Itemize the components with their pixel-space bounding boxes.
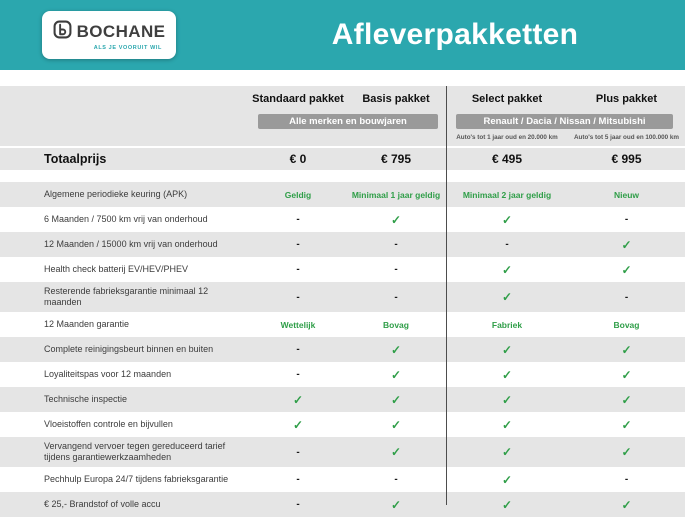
brand-name: BOCHANE — [76, 21, 166, 41]
feature-label: Health check batterij EV/HEV/PHEV — [44, 264, 189, 274]
check-icon: ✓ — [621, 445, 632, 459]
feature-label: € 25,- Brandstof of volle accu — [44, 499, 161, 509]
check-icon: ✓ — [621, 367, 632, 382]
dash-mark: - — [296, 499, 300, 510]
column-headers-row — [0, 93, 685, 111]
dash-mark: - — [624, 291, 629, 303]
feature-row — [0, 387, 685, 412]
column-header-standaard: Standaard pakket — [252, 93, 344, 105]
check-icon: ✓ — [621, 417, 632, 432]
feature-row — [0, 207, 685, 232]
check-icon: ✓ — [292, 392, 304, 407]
feature-value: Bovag — [613, 319, 640, 330]
check-icon: ✓ — [501, 367, 513, 382]
feature-label: 12 Maanden garantie — [44, 319, 130, 329]
column-group-divider — [446, 86, 447, 505]
check-icon: ✓ — [501, 342, 513, 357]
feature-row — [0, 412, 685, 437]
feature-row — [0, 437, 685, 467]
feature-label: Vervangend vervoer tegen gereduceerd tarief tijdens garantiewerkzaamheden — [44, 441, 226, 462]
check-icon: ✓ — [390, 342, 402, 357]
check-icon: ✓ — [390, 497, 402, 512]
check-icon: ✓ — [292, 417, 304, 432]
check-icon: ✓ — [501, 262, 513, 277]
feature-row — [0, 232, 685, 257]
brand-logo — [42, 11, 176, 59]
badge-alle-merken: Alle merken en bouwjaren — [258, 114, 438, 129]
dash-mark: - — [296, 291, 300, 303]
feature-label: Technische inspectie — [44, 394, 128, 404]
caption-plus: Auto's tot 5 jaar oud en 100.000 km — [573, 133, 680, 141]
dash-mark: - — [505, 239, 509, 250]
check-icon: ✓ — [390, 212, 402, 227]
dash-mark: - — [394, 239, 398, 250]
check-icon: ✓ — [501, 392, 513, 407]
feature-label: Loyaliteitspas voor 12 maanden — [44, 369, 172, 379]
feature-label: Complete reinigingsbeurt binnen en buiten — [44, 344, 214, 354]
feature-label: 12 Maanden / 15000 km vrij van onderhoud — [44, 239, 218, 249]
check-icon: ✓ — [621, 497, 632, 512]
feature-row — [0, 467, 685, 492]
price-standaard: € 0 — [289, 152, 307, 166]
price-row-label: Totaalprijs — [44, 152, 107, 166]
check-icon: ✓ — [621, 262, 632, 277]
price-select: € 495 — [491, 152, 523, 166]
dash-mark: - — [394, 264, 398, 275]
feature-row — [0, 182, 685, 207]
dash-mark: - — [624, 214, 629, 225]
column-header-plus: Plus pakket — [595, 93, 658, 105]
feature-value: Fabriek — [491, 319, 523, 330]
check-icon: ✓ — [621, 342, 632, 357]
feature-row — [0, 312, 685, 337]
check-icon: ✓ — [621, 237, 632, 252]
feature-value: Minimaal 2 jaar geldig — [462, 189, 552, 200]
dash-mark: - — [296, 344, 300, 355]
check-icon: ✓ — [390, 417, 402, 432]
dash-mark: - — [394, 474, 398, 485]
feature-rows — [0, 182, 685, 517]
group-badges-row — [0, 114, 685, 129]
check-icon: ✓ — [390, 445, 402, 459]
column-header-select: Select pakket — [471, 93, 543, 105]
badge-merken-select-plus: Renault / Dacia / Nissan / Mitsubishi — [456, 114, 673, 129]
feature-label: Resterende fabrieksgarantie minimaal 12 maanden — [44, 286, 209, 307]
caption-select: Auto's tot 1 jaar oud en 20.000 km — [456, 133, 558, 141]
feature-row — [0, 257, 685, 282]
feature-row — [0, 337, 685, 362]
dash-mark: - — [296, 369, 300, 380]
check-icon: ✓ — [501, 445, 513, 459]
rows-spacer — [0, 170, 685, 182]
feature-value: Geldig — [284, 189, 312, 200]
table-header-band — [0, 86, 685, 170]
price-row — [0, 146, 685, 170]
header-gap — [0, 70, 685, 86]
dash-mark: - — [394, 291, 398, 303]
check-icon: ✓ — [501, 472, 513, 487]
feature-value: Minimaal 1 jaar geldig — [351, 189, 441, 200]
feature-label: Algemene periodieke keuring (APK) — [44, 189, 188, 199]
captions-row — [0, 131, 685, 143]
check-icon: ✓ — [501, 497, 513, 512]
top-banner — [0, 0, 685, 70]
brand-logo-row — [53, 20, 166, 44]
dash-mark: - — [296, 264, 300, 275]
feature-row — [0, 362, 685, 387]
feature-label: Vloeistoffen controle en bijvullen — [44, 419, 173, 429]
brand-tagline: ALS JE VOORUIT WIL — [93, 44, 162, 51]
dash-mark: - — [624, 474, 629, 485]
check-icon: ✓ — [390, 367, 402, 382]
check-icon: ✓ — [501, 212, 513, 227]
feature-value: Wettelijk — [280, 319, 316, 330]
feature-row — [0, 492, 685, 517]
check-icon: ✓ — [621, 392, 632, 407]
dash-mark: - — [296, 474, 300, 485]
feature-row — [0, 282, 685, 312]
check-icon: ✓ — [501, 417, 513, 432]
dash-mark: - — [296, 214, 300, 225]
price-basis: € 795 — [380, 152, 412, 166]
packages-table — [0, 86, 685, 512]
feature-value: Nieuw — [613, 189, 640, 200]
page-title: Afleverpakketten — [331, 18, 579, 51]
check-icon: ✓ — [390, 392, 402, 407]
check-icon: ✓ — [501, 290, 513, 304]
feature-value: Bovag — [383, 319, 409, 330]
column-header-basis: Basis pakket — [362, 93, 430, 105]
price-plus: € 995 — [611, 152, 642, 166]
dash-mark: - — [296, 239, 300, 250]
feature-label: 6 Maanden / 7500 km vrij van onderhoud — [44, 214, 208, 224]
bochane-logo-icon — [53, 20, 72, 44]
feature-label: Pechhulp Europa 24/7 tijdens fabrieksgarantie — [44, 474, 229, 484]
dash-mark: - — [296, 446, 300, 458]
